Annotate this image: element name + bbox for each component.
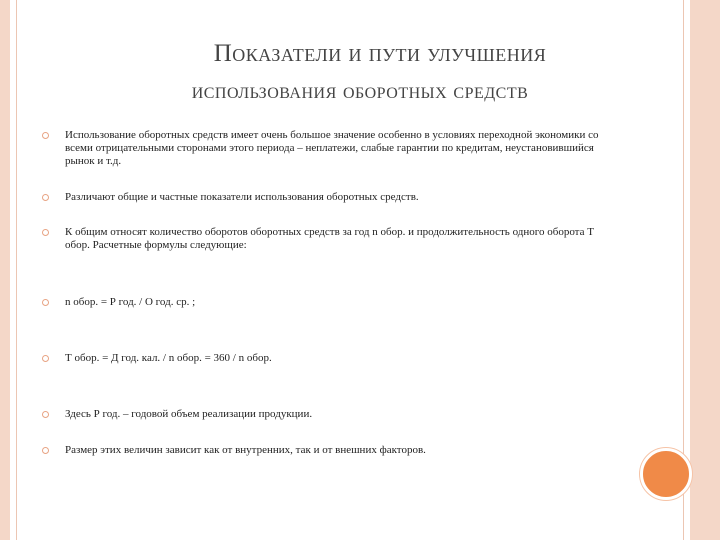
decorative-circle <box>640 448 692 500</box>
bullet-text: Различают общие и частные показатели использования оборотных средств. <box>65 191 419 203</box>
bullet-text: Здесь Р год. – годовой объем реализации продукции. <box>65 408 313 420</box>
bullet-circle-icon <box>42 411 49 418</box>
bullet-circle-icon <box>42 194 49 201</box>
bullet-circle-icon <box>42 355 49 362</box>
bullet-circle-icon <box>42 299 49 306</box>
bullet-text: Размер этих величин зависит как от внутренних, так и от внешних факторов. <box>65 444 426 456</box>
bullet-text: Т обор. = Д год. кал. / n обор. = 360 / n обор. <box>65 352 272 364</box>
bullet-text: Использование оборотных средств имеет очень большое значение особенно в условиях переходной экономики со всеми отрицательными сторонами этого периода – неплатежи, слабые гарантии по кредитам, неустановившийся рынок и т.д. <box>65 129 599 167</box>
bullet-text: n обор. = Р год. / О год. ср. ; <box>65 296 196 308</box>
bullet-text: К общим относят количество оборотов оборотных средств за год n обор. и продолжительность одного оборота Т обор. Расчетные формулы следующие: <box>65 226 594 251</box>
title-line-2: использования оборотных средств <box>191 78 529 103</box>
bullet-circle-icon <box>42 447 49 454</box>
bullet-circle-icon <box>42 132 49 139</box>
title-line-1: Показатели и пути улучшения <box>213 40 547 67</box>
bullet-circle-icon <box>42 229 49 236</box>
